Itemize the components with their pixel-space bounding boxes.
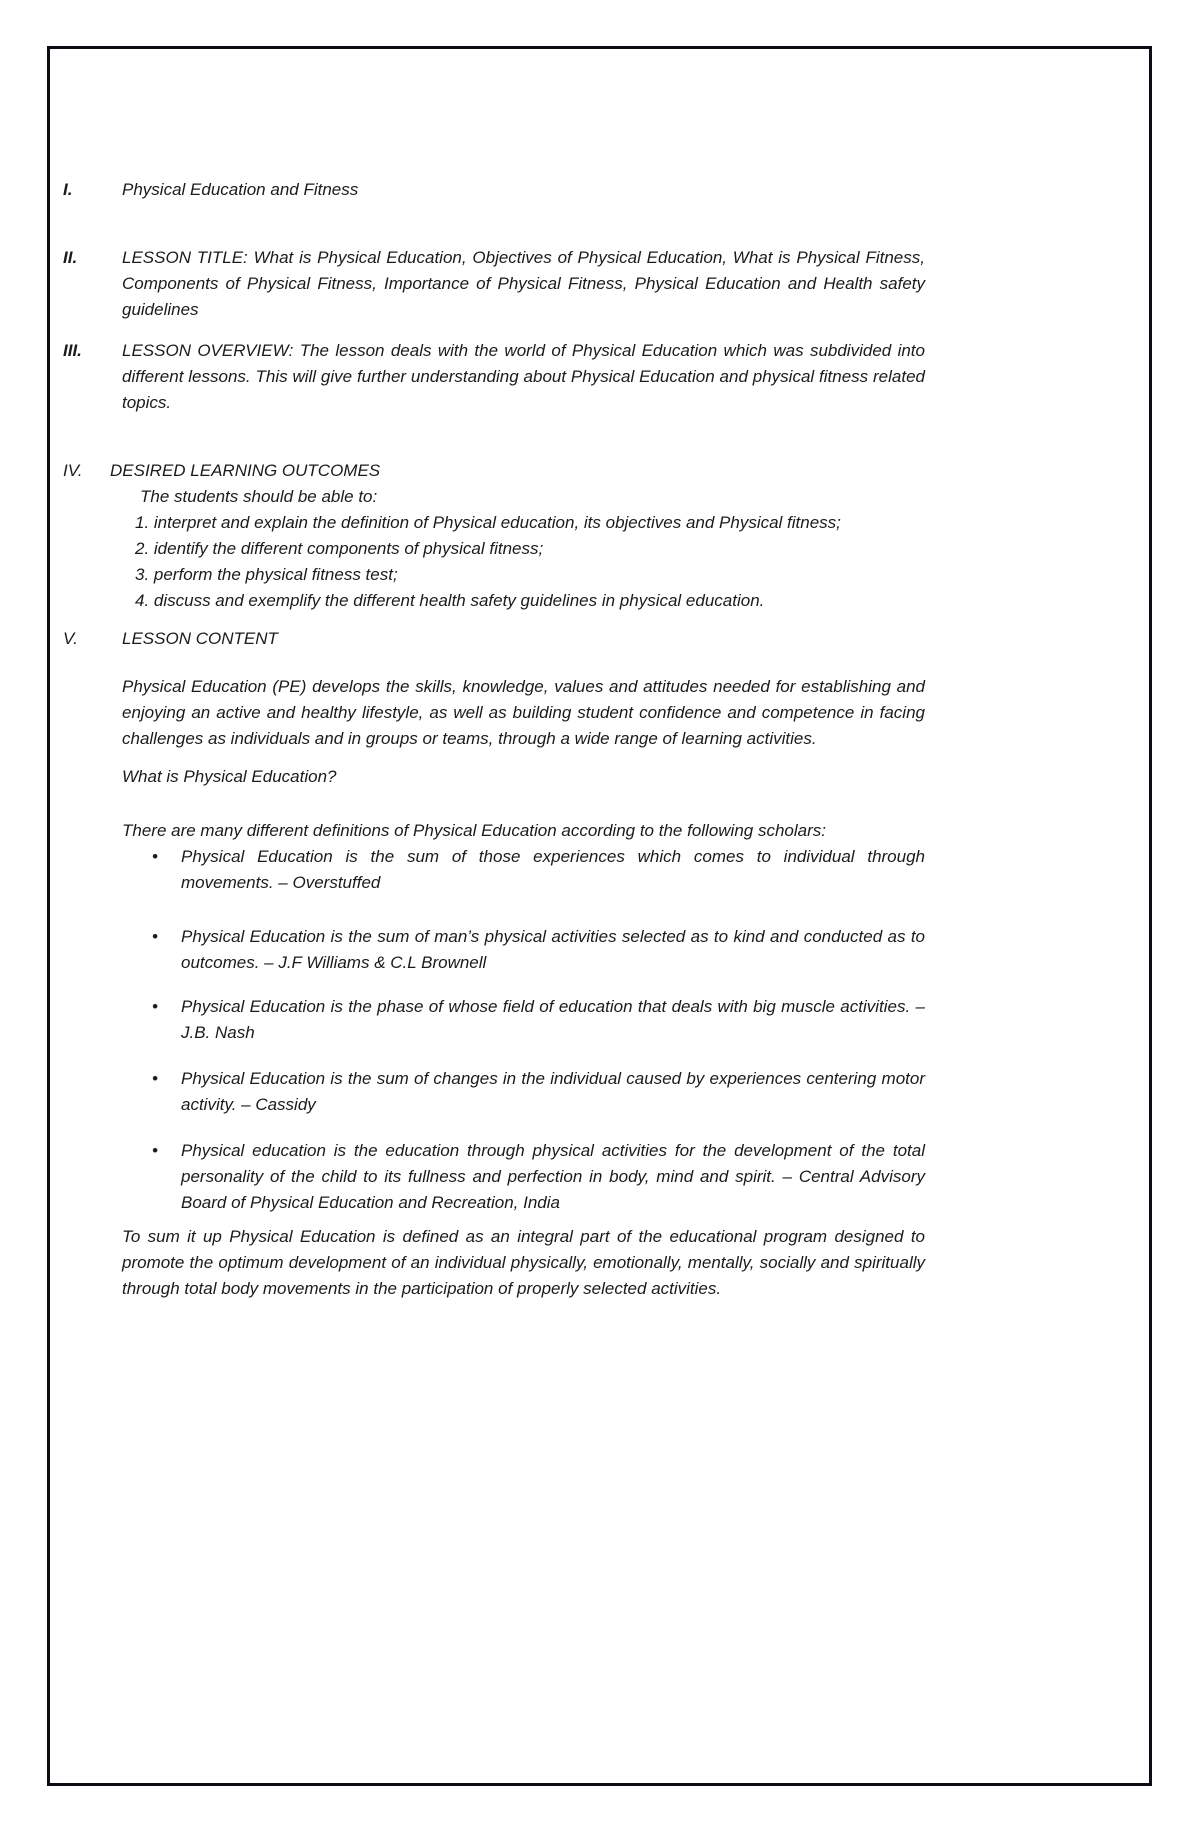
section-i-title: Physical Education and Fitness: [122, 180, 359, 199]
bullet-icon: •: [152, 997, 158, 1016]
section-i-numeral: I.: [63, 180, 73, 199]
section-v-title: LESSON CONTENT: [122, 629, 278, 648]
outcome-item-4: 4. discuss and exemplify the different health safety guidelines in physical education.: [135, 591, 765, 610]
section-iii-body: LESSON OVERVIEW: The lesson deals with the world of Physical Education which was subdivided into different lessons. This will give further understanding about Physical Education and physical fitness related topics.: [122, 341, 925, 412]
lesson-content-paragraph-3: To sum it up Physical Education is defined as an integral part of the educational program designed to promote the optimum development of an individual physically, emotionally, mentally, socially and spiritually through total body movements in the participation of properly selected activities.: [122, 1227, 925, 1298]
section-v-numeral: V.: [63, 629, 78, 648]
outcome-item-1: 1. interpret and explain the definition of Physical education, its objectives and Physical fitness;: [135, 513, 841, 532]
outcome-item-2: 2. identify the different components of physical fitness;: [135, 539, 544, 558]
bullet-icon: •: [152, 927, 158, 946]
definition-item-3: [152, 994, 925, 1046]
lesson-content-paragraph-1: Physical Education (PE) develops the skills, knowledge, values and attitudes needed for establishing and enjoying an active and healthy lifestyle, as well as building student confidence and competence in facing challenges as individuals and in groups or teams, through a wide range of learning activities.: [122, 677, 925, 748]
section-iv-title: DESIRED LEARNING OUTCOMES: [110, 461, 381, 480]
section-i: [63, 177, 925, 203]
section-iii-numeral: III.: [63, 341, 82, 360]
section-iv-heading: [63, 458, 925, 484]
section-ii: [63, 245, 925, 323]
section-iv-numeral: IV.: [63, 461, 83, 480]
definition-text-1: Physical Education is the sum of those experiences which comes to individual through movements. – Overstuffed: [181, 847, 925, 892]
definition-text-4: Physical Education is the sum of changes in the individual caused by experiences centering motor activity. – Cassidy: [181, 1069, 925, 1114]
lesson-content-paragraph-2: There are many different definitions of Physical Education according to the following scholars:: [122, 821, 826, 840]
page-border: [47, 46, 1152, 1786]
document-content: [50, 177, 1149, 1302]
section-ii-body: LESSON TITLE: What is Physical Education, Objectives of Physical Education, What is Physical Fitness, Components of Physical Fitness, Importance of Physical Fitness, Physical Education and Health safety guidelines: [122, 248, 925, 319]
bullet-icon: •: [152, 1141, 158, 1160]
definition-item-2: [152, 924, 925, 976]
outcome-item-3: 3. perform the physical fitness test;: [135, 565, 398, 584]
definition-item-4: [152, 1066, 925, 1118]
section-v-heading: [63, 626, 925, 652]
definition-text-3: Physical Education is the phase of whose field of education that deals with big muscle activities. – J.B. Nash: [181, 997, 925, 1042]
outcomes-intro: The students should be able to:: [140, 487, 378, 506]
bullet-icon: •: [152, 1069, 158, 1088]
definition-item-1: [152, 844, 925, 896]
definition-item-5: [152, 1138, 925, 1216]
section-iii: [63, 338, 925, 416]
definition-text-5: Physical education is the education through physical activities for the development of the total personality of the child to its fullness and perfection in body, mind and spirit. – Central Advisory Board of Physical Education and Recreation, India: [181, 1141, 925, 1212]
bullet-icon: •: [152, 847, 158, 866]
question-heading: What is Physical Education?: [122, 767, 337, 786]
definition-text-2: Physical Education is the sum of man’s physical activities selected as to kind and conducted as to outcomes. – J.F Williams & C.L Brownell: [181, 927, 925, 972]
section-ii-numeral: II.: [63, 248, 78, 267]
